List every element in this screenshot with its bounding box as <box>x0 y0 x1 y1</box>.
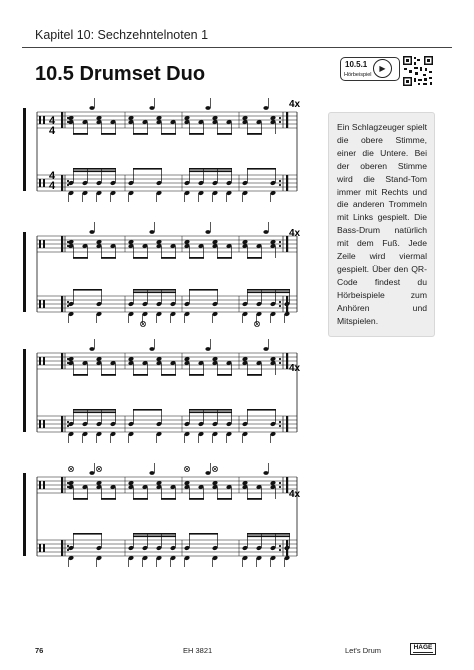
percussion-clef-bar <box>43 544 45 552</box>
note-beam <box>189 533 218 535</box>
chapter-title: Kapitel 10: Sechzehntelnoten 1 <box>35 28 209 42</box>
time-signature-denominator: 4 <box>49 125 56 137</box>
repeat-count: 4x <box>289 99 301 110</box>
high-note-head <box>205 106 210 110</box>
note-beam <box>217 498 232 500</box>
percussion-clef-bar <box>39 481 41 489</box>
note-beam <box>189 374 204 376</box>
page-number: 76 <box>35 646 44 655</box>
percussion-clef-bar <box>43 357 45 365</box>
info-box-text: Ein Schlagzeuger spielt die obere Stimme, einer die Untere. Bei der oberen Stimme wird die Stand-Tom immer mit Rechts und die anderen Trommeln mit Links gespielt. Die Bass-Drum natürlich mit dem Fuß. Jede Zeile wird viermal gespielt. Über den QR-Code findest du Hörbeispiele zum Anhören und Mitspielen. <box>337 122 427 326</box>
note-beam-16th <box>189 171 232 173</box>
note-beam <box>73 409 116 411</box>
note-beam <box>247 374 262 376</box>
note-beam <box>73 533 102 535</box>
percussion-clef-bar <box>39 240 41 248</box>
note-beam <box>133 533 176 535</box>
note-beam-16th <box>73 412 116 414</box>
percussion-clef-bar <box>43 481 45 489</box>
note-beam <box>161 257 176 259</box>
note-beam <box>189 289 218 291</box>
repeat-dot <box>279 545 281 547</box>
repeat-dot <box>279 421 281 423</box>
note-beam <box>73 289 102 291</box>
system-bracket <box>23 232 26 312</box>
note-beam-16th <box>189 412 232 414</box>
repeat-start-thick <box>61 353 63 369</box>
percussion-clef-bar <box>43 420 45 428</box>
note-beam <box>101 374 116 376</box>
note-beam <box>101 133 116 135</box>
note-beam <box>217 374 232 376</box>
repeat-dot <box>279 486 281 488</box>
high-note-head <box>149 471 154 475</box>
time-signature-numerator: 4 <box>49 115 56 127</box>
repeat-count: 4x <box>289 228 301 239</box>
note-beam <box>247 133 262 135</box>
repeat-dot <box>279 305 281 307</box>
percussion-clef-bar <box>43 179 45 187</box>
note-beam <box>247 409 276 411</box>
note-beam <box>247 168 276 170</box>
play-icon[interactable]: ▶ <box>373 59 392 78</box>
repeat-end-thick <box>286 236 288 252</box>
repeat-count: 4x <box>289 363 301 374</box>
high-note-head <box>263 230 268 234</box>
high-note-head <box>149 347 154 351</box>
high-note-head <box>205 347 210 351</box>
cymbal-note-cross <box>69 467 73 471</box>
repeat-dot <box>279 184 281 186</box>
repeat-count: 4x <box>289 489 301 500</box>
note-beam <box>189 168 232 170</box>
repeat-dot <box>67 301 69 303</box>
note-beam <box>73 257 88 259</box>
cymbal-note-cross <box>97 467 101 471</box>
note-beam <box>217 257 232 259</box>
note-beam-16th <box>133 536 176 538</box>
cymbal-note-cross <box>213 467 217 471</box>
repeat-dot <box>279 549 281 551</box>
catalog-code: EH 3821 <box>183 646 213 655</box>
cymbal-note-cross <box>141 322 145 326</box>
note-beam <box>101 498 116 500</box>
percussion-clef-bar <box>43 116 45 124</box>
high-note-head <box>263 471 268 475</box>
repeat-end-thick <box>286 477 288 493</box>
note-beam <box>247 289 290 291</box>
score-system-4 <box>23 463 301 567</box>
high-note-head <box>89 106 94 110</box>
note-beam <box>161 133 176 135</box>
repeat-end-thick <box>286 112 288 128</box>
note-beam <box>73 168 116 170</box>
note-beam <box>73 498 88 500</box>
percussion-clef-bar <box>39 357 41 365</box>
repeat-end-thick <box>286 353 288 369</box>
note-beam <box>161 374 176 376</box>
repeat-dot <box>279 121 281 123</box>
note-beam <box>189 498 204 500</box>
publisher-name: HAGE <box>413 644 433 651</box>
repeat-dot <box>67 421 69 423</box>
note-beam <box>101 257 116 259</box>
publisher-logo-line <box>413 652 433 653</box>
time-signature-denominator: 4 <box>49 180 56 192</box>
high-note-head <box>263 347 268 351</box>
note-beam-16th <box>73 171 116 173</box>
high-note-head <box>149 230 154 234</box>
note-beam <box>247 533 290 535</box>
repeat-dot <box>279 180 281 182</box>
repeat-start-thick <box>61 112 63 128</box>
repeat-end-thick <box>286 175 288 191</box>
audio-track-id: 10.5.1 <box>345 60 368 69</box>
note-beam <box>217 133 232 135</box>
high-note-head <box>149 106 154 110</box>
score-system-2 <box>23 222 301 327</box>
repeat-dot <box>279 245 281 247</box>
note-beam <box>133 133 148 135</box>
note-beam <box>133 168 162 170</box>
note-beam <box>133 409 162 411</box>
percussion-clef-bar <box>39 179 41 187</box>
percussion-clef-bar <box>39 116 41 124</box>
note-beam <box>73 374 88 376</box>
percussion-clef-bar <box>39 544 41 552</box>
note-beam <box>161 498 176 500</box>
repeat-start-thick <box>61 540 63 556</box>
repeat-dot <box>279 362 281 364</box>
system-bracket <box>23 108 26 191</box>
note-beam <box>133 257 148 259</box>
percussion-clef-bar <box>43 300 45 308</box>
time-signature-numerator: 4 <box>49 170 56 182</box>
note-beam <box>189 133 204 135</box>
note-beam <box>133 374 148 376</box>
book-title: Let's Drum <box>345 646 382 655</box>
high-note-head <box>89 471 94 475</box>
repeat-start-thick <box>61 416 63 432</box>
note-beam <box>247 498 262 500</box>
score-system-3 <box>23 339 301 443</box>
repeat-start-thick <box>61 236 63 252</box>
repeat-start-thick <box>61 296 63 312</box>
note-beam <box>189 257 204 259</box>
note-beam <box>73 133 88 135</box>
cymbal-note-cross <box>255 322 259 326</box>
high-note-head <box>89 230 94 234</box>
repeat-start-thick <box>61 477 63 493</box>
note-beam <box>247 257 262 259</box>
repeat-dot <box>279 117 281 119</box>
high-note-head <box>205 230 210 234</box>
percussion-clef-bar <box>43 240 45 248</box>
percussion-clef-bar <box>39 300 41 308</box>
note-beam-16th <box>247 292 290 294</box>
note-beam-16th <box>133 292 176 294</box>
publisher-logo <box>410 643 436 655</box>
repeat-dot <box>67 180 69 182</box>
high-note-head <box>89 347 94 351</box>
repeat-dot <box>279 425 281 427</box>
high-note-head <box>205 471 210 475</box>
system-bracket <box>23 473 26 556</box>
repeat-dot <box>279 482 281 484</box>
note-beam <box>189 409 232 411</box>
system-bracket <box>23 349 26 432</box>
note-beam <box>133 498 148 500</box>
repeat-end-thick <box>286 416 288 432</box>
repeat-start-thick <box>61 175 63 191</box>
note-beam-16th <box>247 536 290 538</box>
score-system-1 <box>23 98 301 202</box>
repeat-dot <box>67 545 69 547</box>
audio-label: Hörbeispiel <box>344 72 372 78</box>
repeat-dot <box>279 301 281 303</box>
percussion-clef-bar <box>39 420 41 428</box>
repeat-dot <box>279 241 281 243</box>
section-title: 10.5 Drumset Duo <box>35 63 206 85</box>
high-note-head <box>263 106 268 110</box>
cymbal-note-cross <box>185 467 189 471</box>
note-beam <box>133 289 176 291</box>
repeat-dot <box>279 358 281 360</box>
